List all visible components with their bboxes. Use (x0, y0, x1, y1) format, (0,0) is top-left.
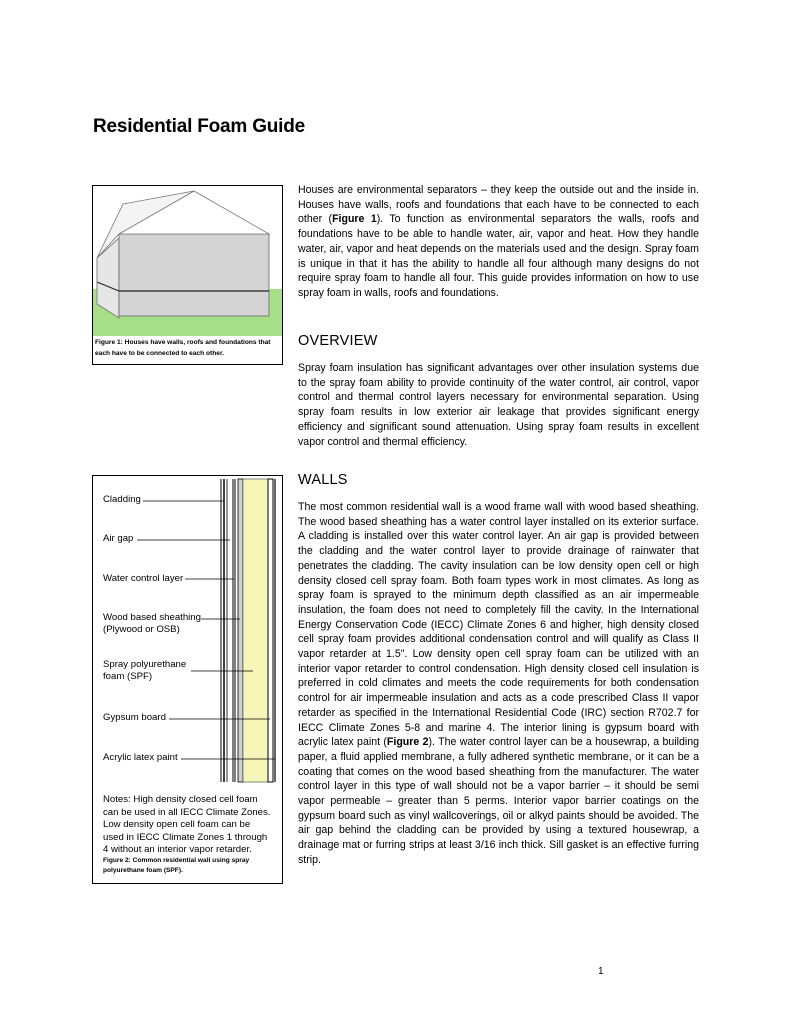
label-water-control-layer: Water control layer (103, 573, 184, 584)
overview-paragraph: Spray foam insulation has significant advantages over other insulation systems due to the spray foam ability to provide continuity of the water control, air control, vapor control and thermal control layers necessary for environmental separation. Using spray foam results in low exterior air leakage that provides significant energy efficiency and significant sound attenuation. Using spray foam results in excellent vapor control and thermal efficiency. (298, 362, 699, 448)
label-acrylic-paint: Acrylic latex paint (103, 752, 178, 763)
label-spray-foam-sub: foam (SPF) (103, 671, 153, 682)
house-illustration (93, 186, 282, 336)
label-gypsum-board: Gypsum board (103, 712, 166, 723)
walls-figure-ref: Figure 2 (386, 736, 429, 749)
overview-heading: OVERVIEW (298, 333, 378, 349)
label-wood-sheathing: Wood based sheathing (103, 612, 201, 623)
figure-2 (92, 475, 283, 884)
walls-text-2: ). The water control layer can be a housewrap, a building paper, a fluid applied membrane, a fully adhered synthetic membrane, or it can be a coating that comes on the wood based sheathing from the manufacturer. The water control layer in this type of wall should not be a vapor barrier – it should be semi vapor permeable – greater than 5 perms. Interior vapor barrier coatings on the gypsum board such as vinyl wallcoverings, oil or alkyd paints should be avoided. The air gap behind the cladding can be provided by using a textured housewrap, a drainage mat or furring strips at least 3/16 inch thick. Sill gasket is an effective furring strip. (298, 736, 699, 866)
figure-1 (92, 185, 283, 365)
figure-2-caption-label: Figure 2: (103, 857, 131, 864)
label-spray-foam: Spray polyurethane (103, 659, 187, 670)
label-air-gap: Air gap (103, 533, 134, 544)
figure-2-caption-text: Common residential wall using spray polyurethane foam (SPF). (103, 857, 250, 874)
label-cladding: Cladding (103, 494, 141, 505)
figure-2-notes: Notes: High density closed cell foam can be used in all IECC Climate Zones. Low density open cell foam can be used in IECC Climate Zones 1 through 4 without an interior vapor retarder. (103, 794, 271, 855)
figure-1-caption-label: Figure 1: (95, 339, 123, 346)
page-number: 1 (598, 966, 604, 977)
walls-text-1: The most common residential wall is a wood frame wall with wood based sheathing. The wood based sheathing has a water control layer installed on its exterior surface. A cladding is installed over this water control layer. An air gap is provided between the cladding and the water control layer to provide drainage of rainwater that penetrates the cladding. The cavity insulation can be low density open cell or high density closed cell spray foam. Both foam types work in most climates. As long as spray foam is sprayed to the minimum depth classified as an air impermeable insulation, the foam does not need to completely fill the cavity. In the International Energy Conservation Code (IECC) Climate Zones 6 and higher, high density closed cell spray foam provides additional condensation control and will qualify as Class II vapor retarder at 1.5". Low density open cell spray foam can be utilized with an interior vapor retarder to control condensation. High density closed cell insulation is preferred in cold climates and meets the code requirements for both condensation control for air impermeable insulation and acts as a code prescribed Class II vapor retarder as specified in the International Residential Code (IRC) section R702.7 for IECC Climate Zones 5-8 and marine 4. The interior lining is gypsum board with acrylic latex paint ( (298, 501, 699, 749)
figure-1-caption-text: Houses have walls, roofs and foundations that each have to be connected to each other. (95, 339, 271, 357)
figure-2-caption (103, 856, 273, 876)
intro-text-2: ). To function as environmental separators the walls, roofs and foundations have to be able to handle water, air, vapor and heat. How they handle water, air, vapor and heat depends on the materials used and the design. Spray foam is unique in that it has the ability to handle all four although many designs do not require spray foam to handle all four. This guide provides information on how to use spray foam in walls, roofs and foundations. (298, 213, 699, 299)
page-title: Residential Foam Guide (93, 116, 306, 137)
intro-figure-ref: Figure 1 (332, 213, 377, 226)
walls-heading: WALLS (298, 472, 348, 488)
walls-paragraph (298, 500, 699, 868)
figure-1-caption (95, 337, 281, 359)
intro-paragraph (298, 183, 699, 301)
intro-text-1: Houses are environmental separators – they keep the outside out and the inside in. Houses have walls, roofs and foundations that each have to be connected to each other ( (298, 184, 699, 226)
label-wood-sheathing-sub: (Plywood or OSB) (103, 624, 180, 635)
